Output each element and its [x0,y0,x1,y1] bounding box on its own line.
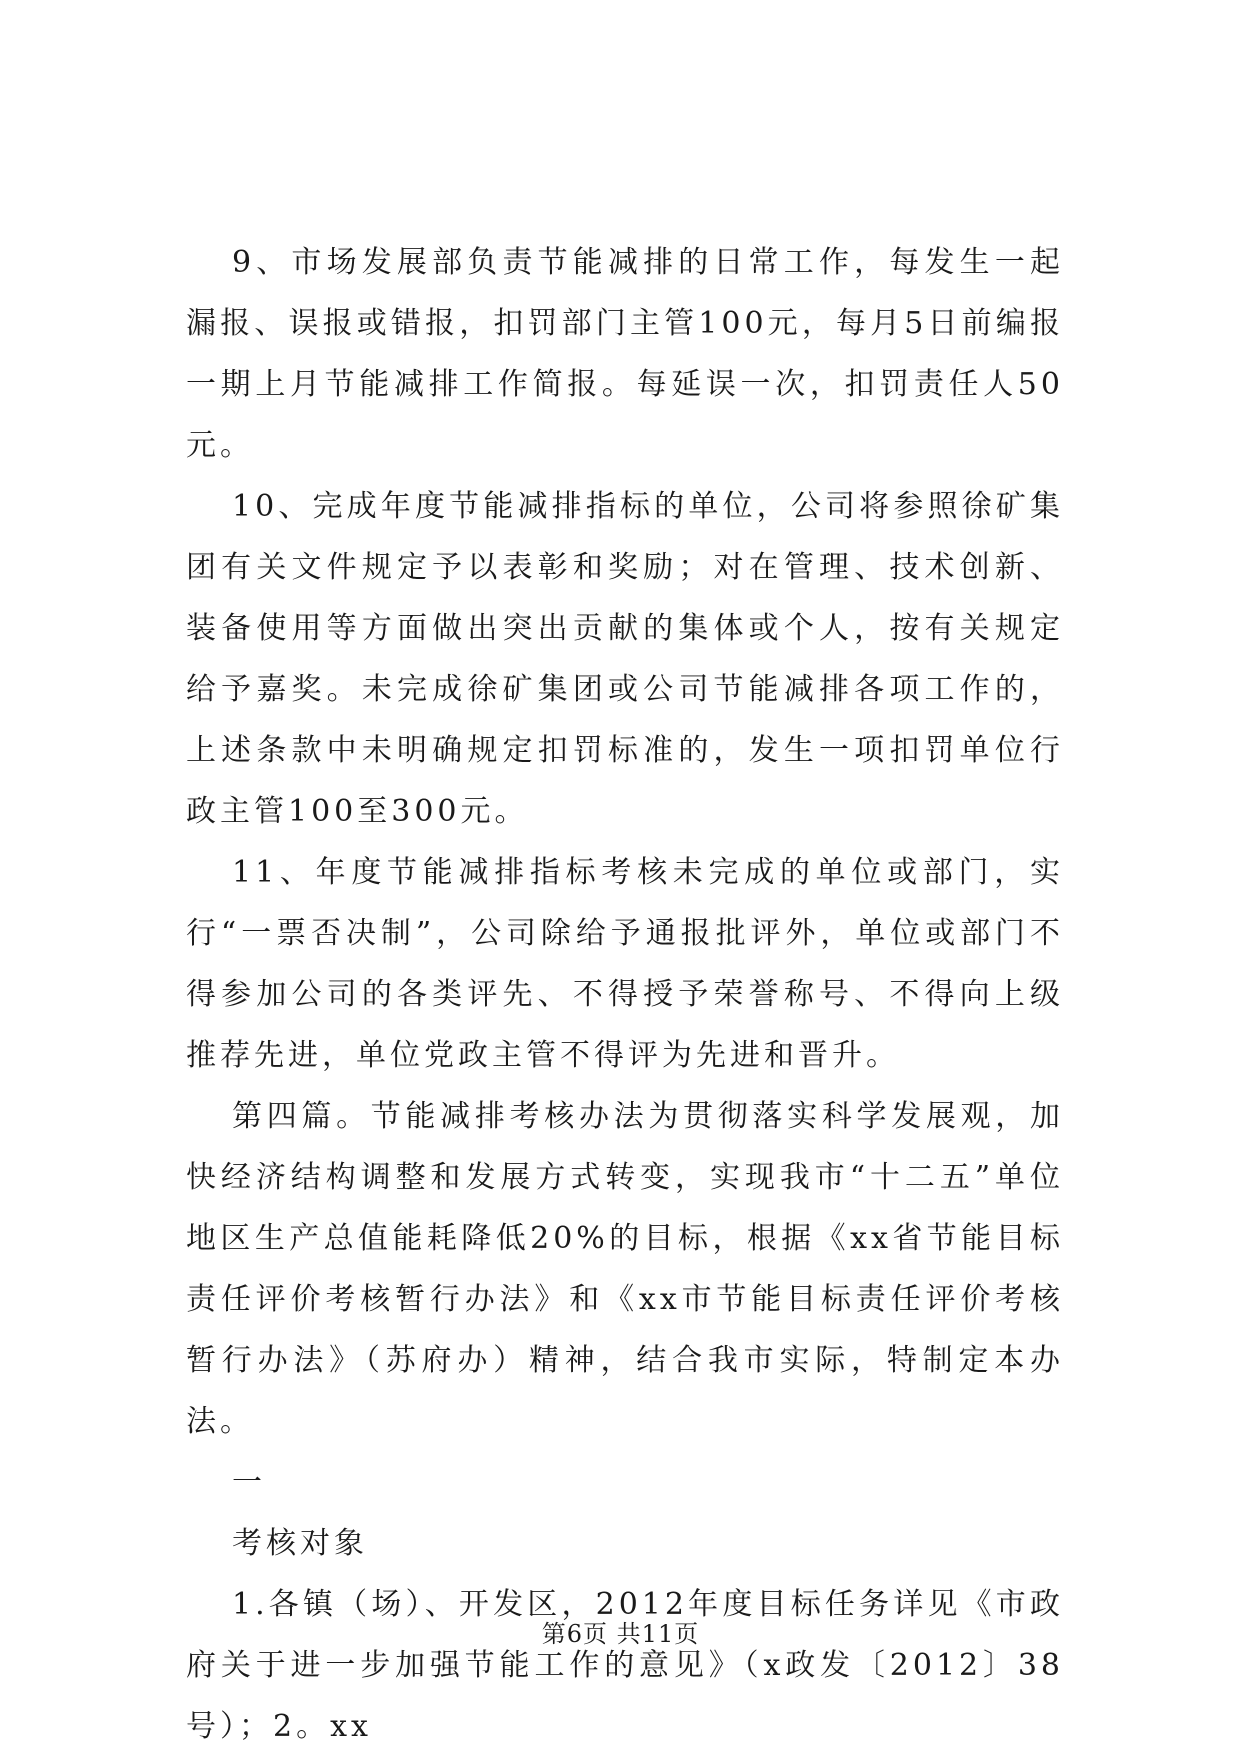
paragraph-item-11: 11、年度节能减排指标考核未完成的单位或部门，实行“一票否决制”，公司除给予通报批评外，单位或部门不得参加公司的各类评先、不得授予荣誉称号、不得向上级推荐先进，单位党政主管不得评为先进和晋升。 [186,855,1064,1073]
paragraph-chapter-four: 第四篇。节能减排考核办法为贯彻落实科学发展观，加快经济结构调整和发展方式转变，实现我市“十二五”单位地区生产总值能耗降低20%的目标，根据《xx省节能目标责任评价考核暂行办法》和《xx市节能目标责任评价考核暂行办法》（苏府办）精神，结合我市实际，特制定本办法。 [186,1099,1064,1439]
section-title: 考核对象 [232,1526,368,1561]
paragraph-item-10: 10、完成年度节能减排指标的单位，公司将参照徐矿集团有关文件规定予以表彰和奖励；对在管理、技术创新、装备使用等方面做出突出贡献的集体或个人，按有关规定给予嘉奖。未完成徐矿集团或公司节能减排各项工作的，上述条款中未明确规定扣罚标准的，发生一项扣罚单位行政主管100至300元。 [186,489,1064,829]
page-footer: 第6页 共11页 [541,1620,700,1648]
paragraph-assessment-item-1: 1.各镇（场）、开发区，2012年度目标任务详见《市政府关于进一步加强节能工作的意见》（x政发〔2012〕38号）；2。xx [186,1587,1064,1744]
paragraph-item-9: 9、市场发展部负责节能减排的日常工作，每发生一起漏报、误报或错报，扣罚部门主管100元，每月5日前编报一期上月节能减排工作简报。每延误一次，扣罚责任人50元。 [186,245,1064,463]
document-body [186,232,1064,1757]
section-number: 一 [232,1465,266,1500]
